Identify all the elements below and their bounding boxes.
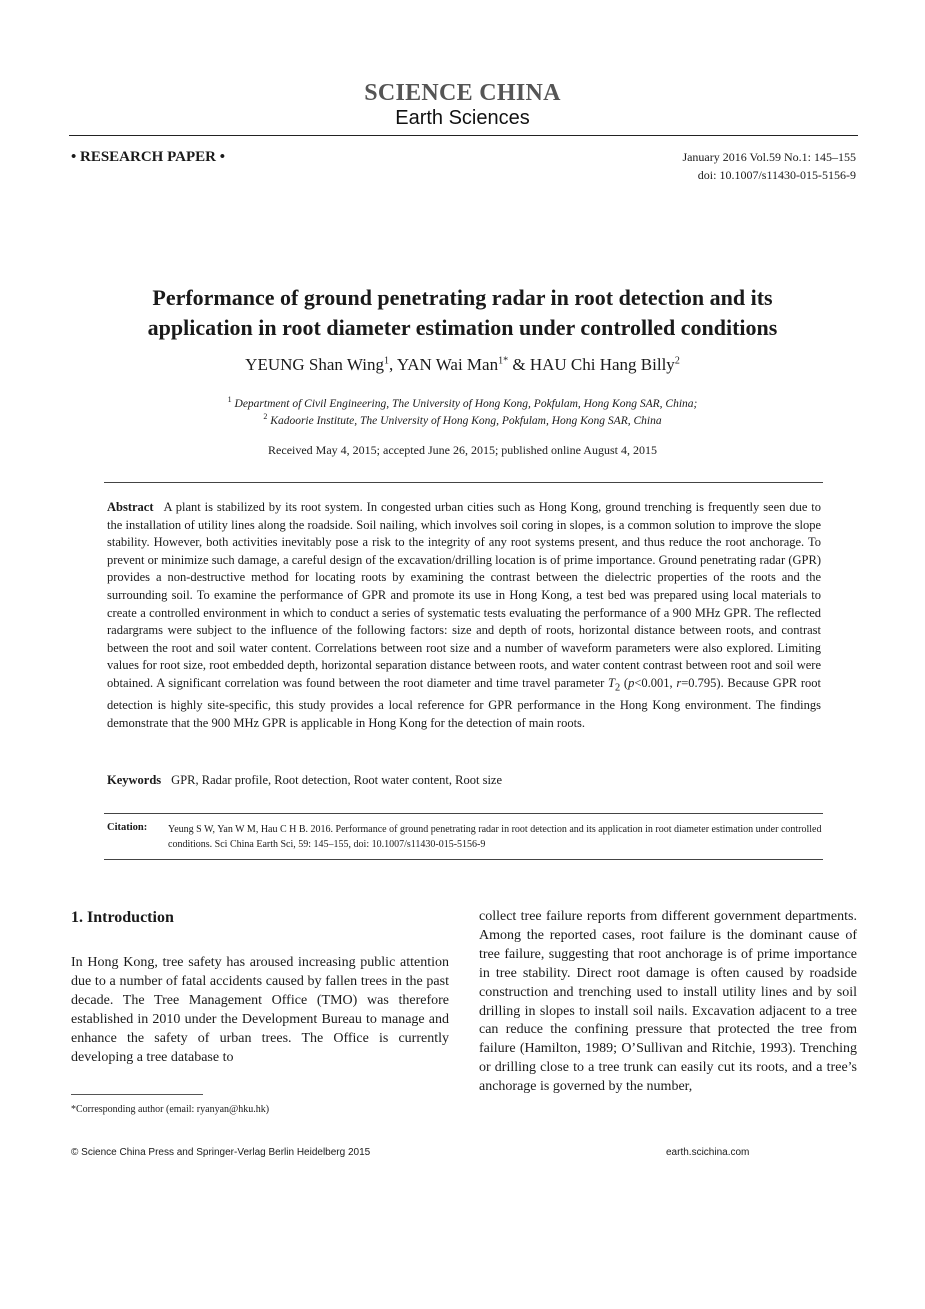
body-column-right: collect tree failure reports from different government departments. Among the reported cases, root failure is the dominant cause of tree failure, suggesting that root anchorage is of prime importance in tree stability. Direct root damage is often caused by roadside construction and trenching used to install utility lines and by soil drilling in slopes to install soil nails. Excavation adjacent to a tree can reduce the confining pressure that protected the tree from failure (Hamilton, 1989; O’Sullivan and Ritchie, 1993). Trenching or drilling close to a tree trunk can easily cut its roots, and a tree’s anchorage is governed by the number, [479, 909, 857, 1095]
title-line-1: Performance of ground penetrating radar in root detection and its [152, 285, 773, 310]
journal-name: SCIENCE CHINA [364, 80, 561, 106]
author-2: YAN Wai Man [396, 355, 499, 374]
author-3: HAU Chi Hang Billy [529, 355, 675, 374]
keywords-label: Keywords [107, 773, 162, 787]
copyright: © Science China Press and Springer-Verlag Berlin Heidelberg 2015 [71, 1147, 371, 1158]
doi[interactable]: doi: 10.1007/s11430-015-5156-9 [697, 168, 856, 182]
author-1-affil: 1 [383, 355, 389, 367]
abstract-text: =0.795). Because GPR root detection is highly site-specific, this study provides a local reference for GPR performance in the Hong Kong environment. The findings demonstrate that the 900 MHz GPR is applicable in Hong Kong for the detection of main roots. [107, 675, 821, 730]
citation-text: Yeung S W, Yan W M, Hau C H B. 2016. Performance of ground penetrating radar in root detection and its application in root diameter estimation under controlled conditions. Sci China Earth Sci, 59: 145–155, doi: 10.1007/s11430-015-5156-9 [168, 824, 822, 850]
symbol-t: T [608, 675, 615, 690]
journal-section: Earth Sciences [395, 107, 530, 129]
author-separator: & [508, 355, 530, 374]
abstract-label: Abstract [107, 500, 154, 514]
keywords [107, 773, 502, 788]
keywords-text: GPR, Radar profile, Root detection, Root water content, Root size [171, 773, 503, 787]
received-dates: Received May 4, 2015; accepted June 26, 2015; published online August 4, 2015 [268, 443, 657, 457]
citation-bottom-rule [104, 859, 823, 860]
title-line-2: application in root diameter estimation under controlled conditions [147, 315, 778, 340]
issue-info: January 2016 Vol.59 No.1: 145–155 [682, 150, 856, 164]
author-1: YEUNG Shan Wing [245, 355, 384, 374]
footnote: *Corresponding author (email: ryanyan@hku.hk) [71, 1104, 270, 1115]
author-2-affil: 1* [498, 355, 509, 367]
section-heading: 1. Introduction [71, 909, 174, 926]
affiliation-2-text: Kadoorie Institute, The University of Hong Kong, Pokfulam, Hong Kong SAR, China [270, 414, 662, 427]
abstract-top-rule [104, 482, 823, 483]
author-list [0, 355, 925, 375]
paper-title [60, 283, 865, 343]
website-link[interactable]: earth.scichina.com [666, 1147, 750, 1158]
symbol-t-subscript: 2 [614, 682, 621, 694]
body-column-left: In Hong Kong, tree safety has aroused increasing public attention due to a number of fatal accidents caused by fallen trees in the past decade. The Tree Management Office (TMO) was therefore established in 2010 under the Development Bureau to manage and enhance the safety of urban trees. The Office is currently developing a tree database to [71, 955, 449, 1065]
symbol-r: r [676, 675, 682, 690]
affiliation-2 [0, 412, 925, 427]
author-3-affil: 2 [674, 355, 680, 367]
footnote-rule [71, 1094, 203, 1095]
citation-top-rule [104, 813, 823, 814]
abstract-text: A plant is stabilized by its root system. In congested urban cities such as Hong Kong, ground trenching is frequently seen due to the installation of utility lines along the roadside. Soil nailing, which involves soil coring in slopes, is a common solution to improve the slope stability. However, both activities inevitably pose a risk to the integrity of any root systems present, and thus reduce the root anchorage. To prevent or minimize such damage, a careful design of the excavation/drilling location is of prime importance. Ground penetrating radar (GPR) provides a non-destructive method for locating roots by examining the contrast between the dielectric properties of the roots and the surrounding soil. To examine the performance of GPR and promote its use in Hong Kong, a test bed was prepared using local materials to create a controlled environment in which to conduct a series of systematic tests evaluating the performance of a 900 MHz GPR. The reflected radargrams were subject to the influence of the following factors: size and depth of roots, horizontal distance between roots, and contrast between the root and soil water content. Correlations between root size and a number of waveform parameters were also explored. Limiting values for root size, root embedded depth, horizontal separation distance between roots, and water content contrast between root and soil were obtained. A significant correlation was found between the root diameter and time travel parameter [107, 500, 821, 690]
abstract [107, 499, 821, 732]
affiliation-1 [0, 395, 925, 410]
affiliation-1-text: Department of Civil Engineering, The University of Hong Kong, Pokfulam, Hong Kong SAR, China; [234, 397, 698, 410]
citation-label: Citation: [107, 822, 148, 833]
affiliation-2-marker: 2 [263, 412, 268, 421]
header-rule [69, 135, 858, 136]
abstract-text: ( [620, 675, 629, 690]
author-separator: , [388, 355, 397, 374]
paper-type: • RESEARCH PAPER • [71, 149, 225, 165]
abstract-text: <0.001, [634, 675, 677, 690]
affiliation-1-marker: 1 [227, 395, 232, 404]
symbol-p: p [628, 675, 635, 690]
